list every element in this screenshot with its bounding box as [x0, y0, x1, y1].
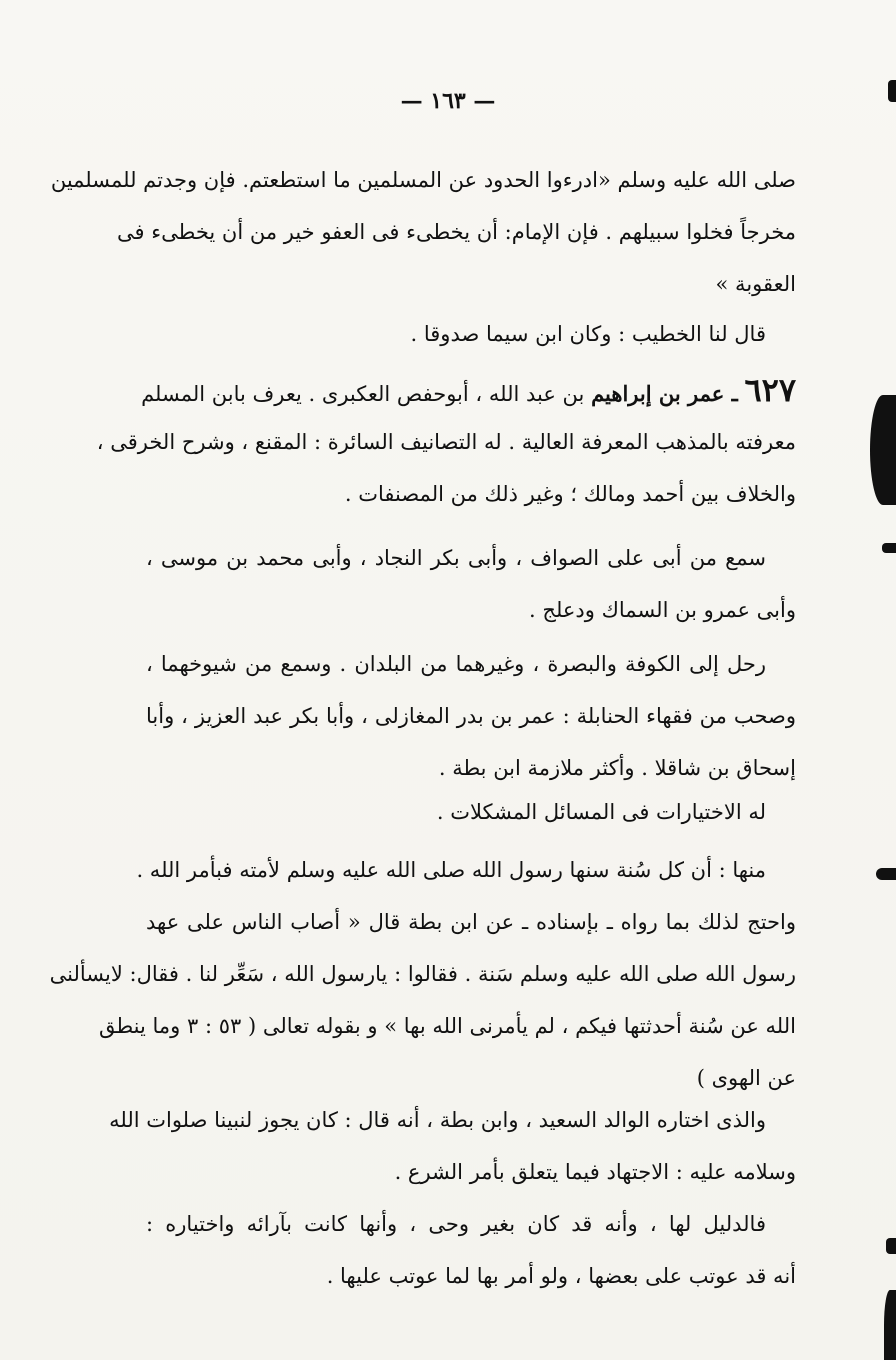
text-line: سمع من أبى على الصواف ، وأبى بكر النجاد ، وأبى محمد بن موسى ، [146, 546, 766, 570]
paragraph-travels [146, 638, 796, 794]
scan-edge-mark [882, 543, 896, 553]
text-line: العقوبة » [715, 272, 796, 296]
text-line: أنه قد عوتب على بعضها ، ولو أمر بها لما عوتب عليها . [326, 1264, 796, 1288]
text-line: رسول الله صلى الله عليه وسلم سَنة . فقالوا : يارسول الله ، سَعِّر لنا . فقال: لايسألنى [49, 962, 796, 986]
text-line: منها : أن كل سُنة سنها رسول الله صلى الله عليه وسلم لأمته فبأمر الله . [136, 858, 766, 882]
scan-edge-mark [884, 1290, 896, 1360]
scan-edge-mark [876, 868, 896, 880]
text-line: مخرجاً فخلوا سبيلهم . فإن الإمام: أن يخطىء فى العفو خير من أن يخطىء فى [117, 220, 796, 244]
text-line: إسحاق بن شاقلا . وأكثر ملازمة ابن بطة . [438, 756, 796, 780]
text-line: الله عن سُنة أحدثتها فيكم ، لم يأمرنى الله بها » و بقوله تعالى ( ٥٣ : ٣ وما ينطق [98, 1014, 796, 1038]
entry-name: ـ عمر بن إبراهيم [591, 381, 738, 406]
text-line: والخلاف بين أحمد ومالك ؛ وغير ذلك من المصنفات . [344, 482, 796, 506]
scan-edge-mark [888, 80, 896, 102]
entry-heading-text: بن عبد الله ، أبوحفص العكبرى . يعرف بابن المسلم [141, 382, 585, 406]
paragraph-1 [50, 154, 796, 310]
paragraph-ijtihad [109, 1094, 796, 1198]
text-line: والذى اختاره الوالد السعيد ، وابن بطة ، أنه قال : كان يجوز لنبينا صلوات الله [109, 1108, 766, 1132]
text-line: له الاختيارات فى المسائل المشكلات . [436, 800, 766, 824]
scan-edge-mark [870, 395, 896, 505]
text-line: واحتج لذلك بما رواه ـ بإسناده ـ عن ابن بطة قال « أصاب الناس على عهد [146, 910, 796, 934]
page-number: — ١٦٣ — [400, 88, 496, 114]
text-line: وصحب من فقهاء الحنابلة : عمر بن بدر المغازلى ، وأبا بكر عبد العزيز ، وأبا [146, 704, 796, 728]
scan-edge-mark [886, 1238, 896, 1254]
paragraph-choices [146, 786, 796, 838]
entry-number: ٦٢٧ [744, 371, 796, 409]
text-line: وسلامه عليه : الاجتهاد فيما يتعلق بأمر الشرع . [394, 1160, 796, 1184]
entry-heading-line [141, 364, 796, 416]
text-line: معرفته بالمذهب المعرفة العالية . له التصانيف السائرة : المقنع ، وشرح الخرقى ، [96, 430, 796, 454]
text-line: عن الهوى ) [696, 1066, 796, 1090]
paragraph-2 [146, 308, 796, 360]
biography-entry [96, 364, 796, 520]
text-line: فالدليل لها ، وأنه قد كان بغير وحى ، وأنها كانت بآرائه واختياره : [146, 1212, 766, 1236]
paragraph-evidence [146, 1198, 796, 1302]
text-line: صلى الله عليه وسلم «ادرءوا الحدود عن المسلمين ما استطعتم. فإن وجدتم للمسلمين [50, 168, 796, 192]
text-line: وأبى عمرو بن السماك ودعلج . [529, 598, 796, 622]
paragraph-teachers [146, 532, 796, 636]
text-line: رحل إلى الكوفة والبصرة ، وغيرهما من البلدان . وسمع من شيوخهما ، [146, 652, 766, 676]
paragraph-sunna [49, 844, 796, 1104]
text-line: قال لنا الخطيب : وكان ابن سيما صدوقا . [410, 322, 766, 346]
